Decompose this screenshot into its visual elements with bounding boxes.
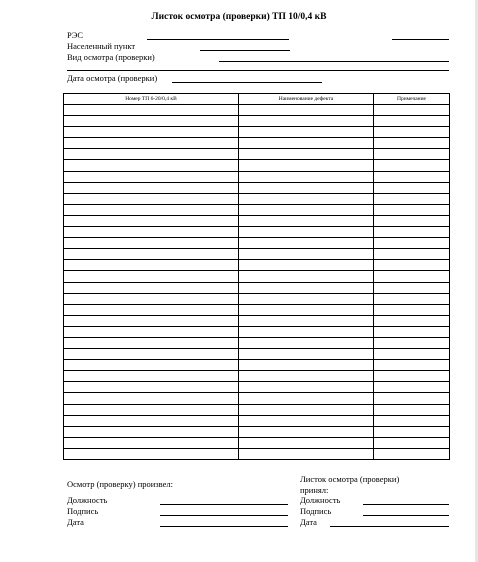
cell-tp-number[interactable] bbox=[64, 448, 239, 459]
cell-note[interactable] bbox=[374, 448, 450, 459]
table-row bbox=[64, 404, 450, 415]
cell-defect-name[interactable] bbox=[239, 349, 374, 360]
cell-defect-name[interactable] bbox=[239, 426, 374, 437]
cell-tp-number[interactable] bbox=[64, 349, 239, 360]
inspection-date-label: Дата осмотра (проверки) bbox=[67, 73, 158, 83]
cell-tp-number[interactable] bbox=[64, 238, 239, 249]
cell-tp-number[interactable] bbox=[64, 204, 239, 215]
cell-defect-name[interactable] bbox=[239, 227, 374, 238]
acceptor-date-line[interactable] bbox=[330, 526, 449, 527]
cell-note[interactable] bbox=[374, 426, 450, 437]
cell-note[interactable] bbox=[374, 282, 450, 293]
cell-note[interactable] bbox=[374, 293, 450, 304]
cell-defect-name[interactable] bbox=[239, 448, 374, 459]
cell-defect-name[interactable] bbox=[239, 315, 374, 326]
cell-note[interactable] bbox=[374, 304, 450, 315]
cell-note[interactable] bbox=[374, 127, 450, 138]
cell-defect-name[interactable] bbox=[239, 293, 374, 304]
cell-defect-name[interactable] bbox=[239, 260, 374, 271]
table-row bbox=[64, 215, 450, 226]
table-row bbox=[64, 149, 450, 160]
cell-tp-number[interactable] bbox=[64, 404, 239, 415]
cell-note[interactable] bbox=[374, 393, 450, 404]
cell-note[interactable] bbox=[374, 105, 450, 116]
cell-tp-number[interactable] bbox=[64, 182, 239, 193]
column-header-note: Примечание bbox=[374, 94, 450, 105]
cell-note[interactable] bbox=[374, 116, 450, 127]
table-row bbox=[64, 171, 450, 182]
cell-tp-number[interactable] bbox=[64, 116, 239, 127]
cell-defect-name[interactable] bbox=[239, 326, 374, 337]
table-row bbox=[64, 160, 450, 171]
table-row bbox=[64, 293, 450, 304]
table-row bbox=[64, 138, 450, 149]
cell-defect-name[interactable] bbox=[239, 404, 374, 415]
cell-defect-name[interactable] bbox=[239, 282, 374, 293]
table-row bbox=[64, 349, 450, 360]
table-row bbox=[64, 426, 450, 437]
cell-note[interactable] bbox=[374, 271, 450, 282]
performed-by-heading: Осмотр (проверку) произвел: bbox=[67, 479, 173, 489]
performer-position-label: Должность bbox=[67, 495, 108, 505]
performer-date-label: Дата bbox=[67, 517, 84, 527]
inspection-type-field-line[interactable] bbox=[219, 61, 449, 62]
table-row bbox=[64, 326, 450, 337]
cell-note[interactable] bbox=[374, 215, 450, 226]
inspection-type-label: Вид осмотра (проверки) bbox=[67, 52, 155, 62]
cell-tp-number[interactable] bbox=[64, 360, 239, 371]
res-label: РЭС bbox=[67, 30, 84, 40]
cell-defect-name[interactable] bbox=[239, 204, 374, 215]
table-row bbox=[64, 105, 450, 116]
cell-tp-number[interactable] bbox=[64, 315, 239, 326]
cell-note[interactable] bbox=[374, 193, 450, 204]
cell-note[interactable] bbox=[374, 437, 450, 448]
cell-note[interactable] bbox=[374, 182, 450, 193]
cell-defect-name[interactable] bbox=[239, 182, 374, 193]
cell-tp-number[interactable] bbox=[64, 249, 239, 260]
settlement-label: Населенный пункт bbox=[67, 41, 136, 51]
cell-note[interactable] bbox=[374, 371, 450, 382]
cell-tp-number[interactable] bbox=[64, 160, 239, 171]
table-row bbox=[64, 282, 450, 293]
cell-note[interactable] bbox=[374, 149, 450, 160]
table-row bbox=[64, 304, 450, 315]
cell-tp-number[interactable] bbox=[64, 382, 239, 393]
res-extra-field-line[interactable] bbox=[392, 39, 449, 40]
cell-defect-name[interactable] bbox=[239, 360, 374, 371]
cell-note[interactable] bbox=[374, 349, 450, 360]
cell-tp-number[interactable] bbox=[64, 149, 239, 160]
table-row bbox=[64, 271, 450, 282]
cell-defect-name[interactable] bbox=[239, 116, 374, 127]
table-row bbox=[64, 382, 450, 393]
performer-position-line[interactable] bbox=[160, 504, 288, 505]
cell-note[interactable] bbox=[374, 382, 450, 393]
cell-note[interactable] bbox=[374, 404, 450, 415]
cell-tp-number[interactable] bbox=[64, 304, 239, 315]
res-field-line[interactable] bbox=[147, 39, 289, 40]
cell-note[interactable] bbox=[374, 249, 450, 260]
cell-defect-name[interactable] bbox=[239, 371, 374, 382]
table-row bbox=[64, 315, 450, 326]
cell-defect-name[interactable] bbox=[239, 171, 374, 182]
accepted-by-heading-line2: принял: bbox=[300, 485, 329, 495]
cell-tp-number[interactable] bbox=[64, 138, 239, 149]
table-row bbox=[64, 371, 450, 382]
table-header-row bbox=[64, 94, 450, 105]
cell-defect-name[interactable] bbox=[239, 249, 374, 260]
cell-tp-number[interactable] bbox=[64, 371, 239, 382]
cell-tp-number[interactable] bbox=[64, 282, 239, 293]
table-row bbox=[64, 116, 450, 127]
cell-defect-name[interactable] bbox=[239, 238, 374, 249]
table-row bbox=[64, 360, 450, 371]
cell-note[interactable] bbox=[374, 204, 450, 215]
cell-tp-number[interactable] bbox=[64, 437, 239, 448]
acceptor-signature-label: Подпись bbox=[300, 506, 332, 516]
form-title: Листок осмотра (проверки) ТП 10/0,4 кВ bbox=[151, 12, 327, 22]
table-row bbox=[64, 193, 450, 204]
cell-tp-number[interactable] bbox=[64, 426, 239, 437]
cell-note[interactable] bbox=[374, 337, 450, 348]
cell-note[interactable] bbox=[374, 238, 450, 249]
table-row bbox=[64, 448, 450, 459]
cell-tp-number[interactable] bbox=[64, 171, 239, 182]
table-row bbox=[64, 337, 450, 348]
cell-defect-name[interactable] bbox=[239, 193, 374, 204]
cell-defect-name[interactable] bbox=[239, 271, 374, 282]
settlement-field-line[interactable] bbox=[200, 50, 290, 51]
performer-date-line[interactable] bbox=[160, 526, 288, 527]
accepted-by-heading-line1: Листок осмотра (проверки) bbox=[300, 474, 400, 484]
column-header-tp-number: Номер ТП 6-20/0,4 кВ bbox=[64, 94, 239, 105]
cell-tp-number[interactable] bbox=[64, 193, 239, 204]
cell-tp-number[interactable] bbox=[64, 415, 239, 426]
inspection-type-extra-line[interactable] bbox=[67, 70, 449, 71]
cell-defect-name[interactable] bbox=[239, 337, 374, 348]
cell-defect-name[interactable] bbox=[239, 127, 374, 138]
acceptor-date-label: Дата bbox=[300, 517, 317, 527]
cell-note[interactable] bbox=[374, 227, 450, 238]
table-row bbox=[64, 182, 450, 193]
table-row bbox=[64, 260, 450, 271]
performer-signature-label: Подпись bbox=[67, 506, 99, 516]
cell-note[interactable] bbox=[374, 160, 450, 171]
cell-tp-number[interactable] bbox=[64, 260, 239, 271]
cell-tp-number[interactable] bbox=[64, 127, 239, 138]
cell-note[interactable] bbox=[374, 171, 450, 182]
cell-note[interactable] bbox=[374, 315, 450, 326]
table-row bbox=[64, 127, 450, 138]
cell-defect-name[interactable] bbox=[239, 105, 374, 116]
cell-defect-name[interactable] bbox=[239, 393, 374, 404]
acceptor-signature-line[interactable] bbox=[363, 515, 449, 516]
cell-defect-name[interactable] bbox=[239, 138, 374, 149]
table-row bbox=[64, 393, 450, 404]
table-row bbox=[64, 238, 450, 249]
cell-defect-name[interactable] bbox=[239, 415, 374, 426]
table-row bbox=[64, 415, 450, 426]
table-row bbox=[64, 227, 450, 238]
cell-defect-name[interactable] bbox=[239, 304, 374, 315]
cell-tp-number[interactable] bbox=[64, 393, 239, 404]
table-row bbox=[64, 437, 450, 448]
table-row bbox=[64, 204, 450, 215]
cell-note[interactable] bbox=[374, 260, 450, 271]
cell-note[interactable] bbox=[374, 138, 450, 149]
defects-table bbox=[63, 93, 450, 460]
cell-defect-name[interactable] bbox=[239, 160, 374, 171]
cell-defect-name[interactable] bbox=[239, 215, 374, 226]
cell-tp-number[interactable] bbox=[64, 337, 239, 348]
cell-tp-number[interactable] bbox=[64, 105, 239, 116]
cell-tp-number[interactable] bbox=[64, 227, 239, 238]
cell-note[interactable] bbox=[374, 360, 450, 371]
cell-tp-number[interactable] bbox=[64, 293, 239, 304]
cell-defect-name[interactable] bbox=[239, 437, 374, 448]
cell-note[interactable] bbox=[374, 415, 450, 426]
cell-note[interactable] bbox=[374, 326, 450, 337]
table-row bbox=[64, 249, 450, 260]
cell-defect-name[interactable] bbox=[239, 382, 374, 393]
cell-tp-number[interactable] bbox=[64, 326, 239, 337]
column-header-defect-name: Наименование дефекта bbox=[239, 94, 374, 105]
acceptor-position-label: Должность bbox=[300, 495, 341, 505]
cell-tp-number[interactable] bbox=[64, 215, 239, 226]
acceptor-position-line[interactable] bbox=[363, 504, 449, 505]
cell-tp-number[interactable] bbox=[64, 271, 239, 282]
performer-signature-line[interactable] bbox=[160, 515, 288, 516]
cell-defect-name[interactable] bbox=[239, 149, 374, 160]
inspection-date-field-line[interactable] bbox=[172, 82, 322, 83]
